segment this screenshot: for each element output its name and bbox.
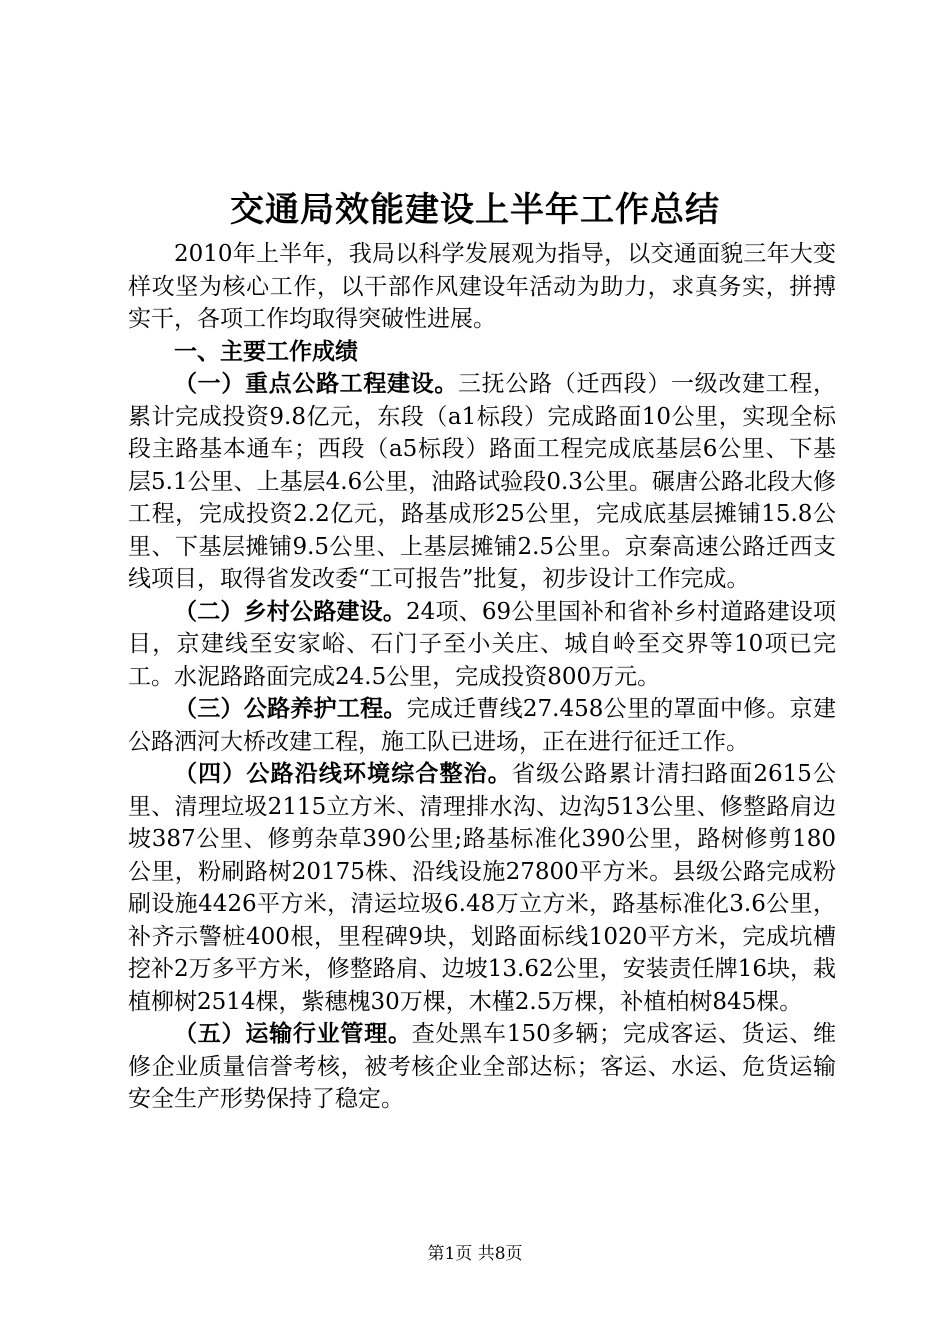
paragraph-lead: （二）乡村公路建设。 [174,598,407,625]
paragraph-lead: （四）公路沿线环境综合整治。 [174,761,512,787]
paragraph-item [128,693,836,758]
paragraph-item [128,596,836,694]
paragraph-text: 24项、69公里国补和省补乡村道路建设项目，京建线至安家峪、石门子至小关庄、城自岭至交界等10项已完工。水泥路路面完成24.5公里，完成投资800万元。 [128,598,836,690]
paragraph-item [128,368,836,596]
page-footer: 第1页 共8页 [427,1244,523,1264]
intro-paragraph: 2010年上半年，我局以科学发展观为指导，以交通面貌三年大变样攻坚为核心工作，以干部作风建设年活动为助力，求真务实，拼搏实干，各项工作均取得突破性进展。 [128,241,836,332]
paragraph-lead: （三）公路养护工程。 [174,696,407,722]
paragraph-text: 三抚公路（迁西段）一级改建工程，累计完成投资9.8亿元，东段（a1标段）完成路面10公里，实现全标段主路基本通车；西段（a5标段）路面工程完成底基层6公里、下基层5.1公里、上基层4.6公里，油路试验段0.3公里。碾唐公路北段大修工程，完成投资2.2亿元，路基成形25公里，完成底基层摊铺15.8公里、下基层摊铺9.5公里、上基层摊铺2.5公里。京秦高速公路迁西支线项目，取得省发改委“工可报告”批复，初步设计工作完成。 [128,371,837,592]
section-heading: 一、主要工作成绩 [174,338,358,365]
paragraph-text: 完成迁曹线27.458公里的罩面中修。京建公路洒河大桥改建工程，施工队已进场，正在进行征迁工作。 [128,696,836,755]
paragraph-item [128,758,836,1018]
document-body [128,238,836,1116]
document-title: 交通局效能建设上半年工作总结 [230,190,720,230]
paragraph-item [128,1018,836,1116]
paragraph-lead: （一）重点公路工程建设。 [174,371,458,397]
paragraph-text: 查处黑车150多辆；完成客运、货运、维修企业质量信誉考核，被考核企业全部达标；客运、水运、危货运输安全生产形势保持了稳定。 [128,1021,836,1112]
paragraph-text: 省级公路累计清扫路面2615公里、清理垃圾2115立方米、清理排水沟、边沟513公里、修整路肩边坡387公里、修剪杂草390公里;路基标准化390公里，路树修剪180公里，粉刷路树20175株、沿线设施27800平方米。县级公路完成粉刷设施4426平方米，清运垃圾6.48万立方米，路基标准化3.6公里，补齐示警桩400根，里程碑9块，划路面标线1020平方米，完成坑槽挖补2万多平方米，修整路肩、边坡13.62公里，安装责任牌16块，栽植柳树2514棵，紫穗槐30万棵，木槿2.5万棵，补植柏树845棵。 [128,761,836,1015]
paragraph-lead: （五）运输行业管理。 [174,1021,412,1047]
